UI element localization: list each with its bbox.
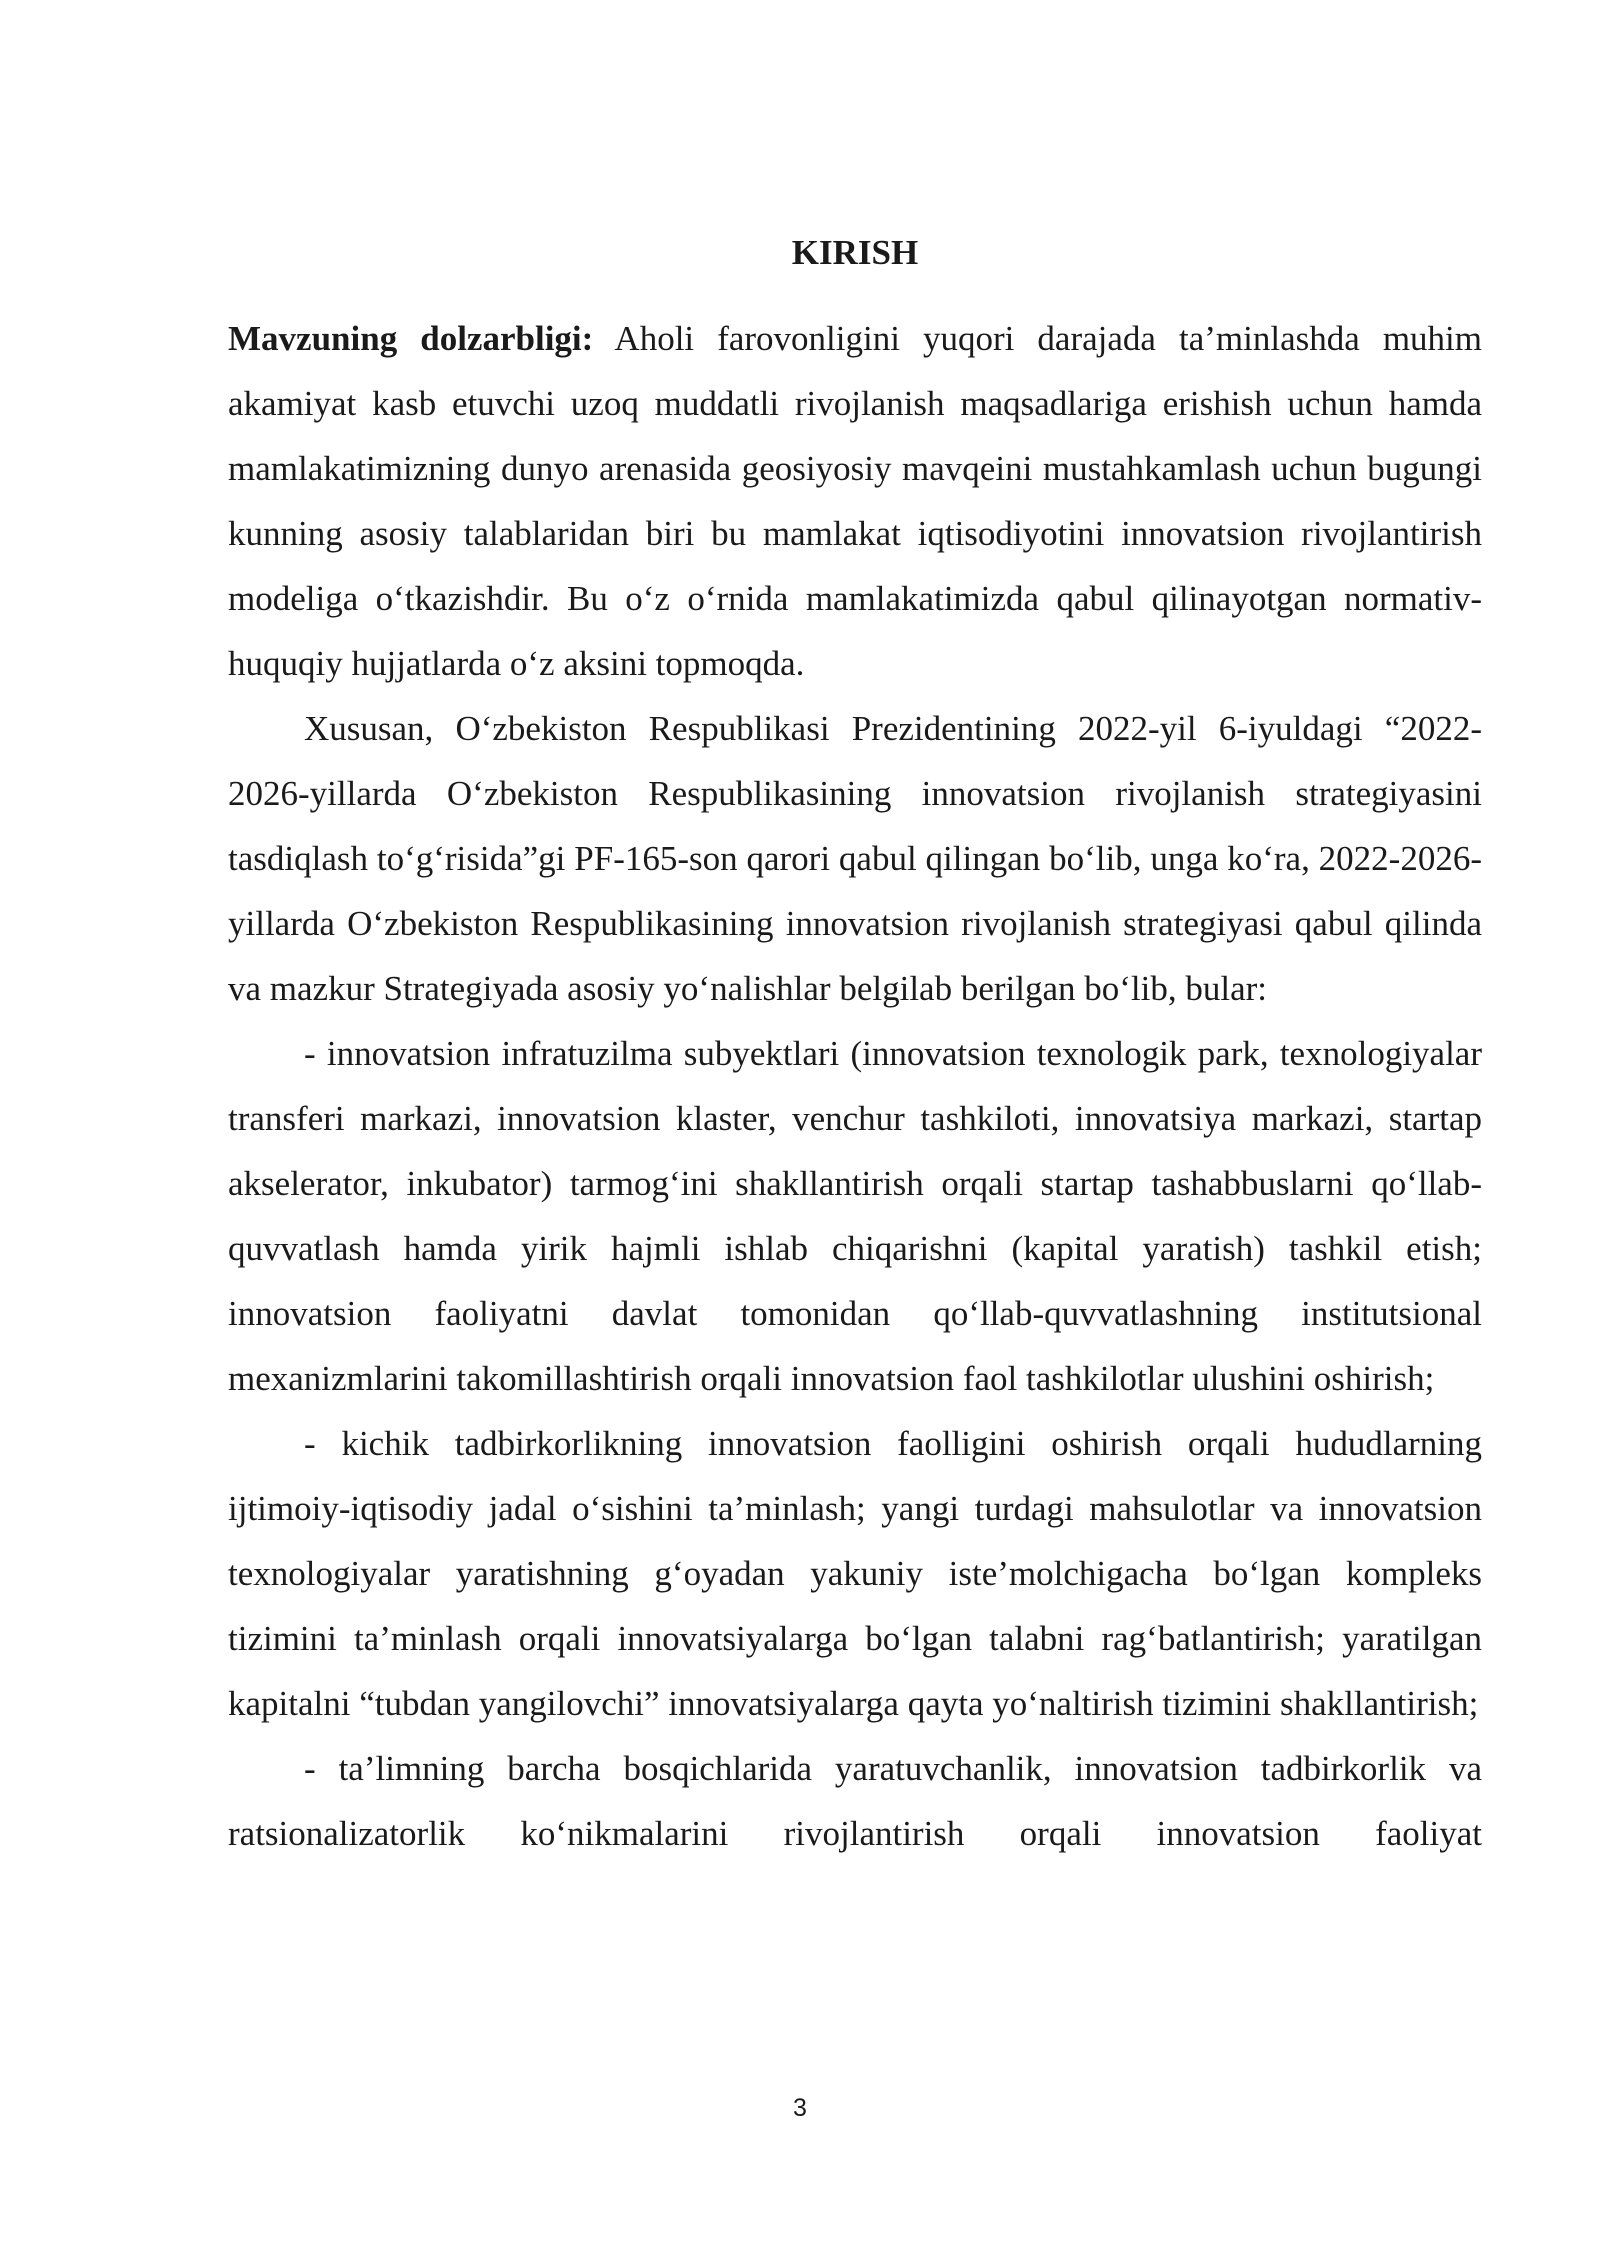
strategy-paragraph: Xususan, Oʻzbekiston Respublikasi Prezidentining 2022-yil 6-iyuldagi “2022-2026-yillarda Oʻzbekiston Respublikasining innovatsion rivojlanish strategiyasini tasdiqlash toʻgʻrisida”gi PF-165-son qarori qabul qilingan boʻlib, unga koʻra, 2022-2026-yillarda Oʻzbekiston Respublikasining innovatsion rivojlanish strategiyasi qabul qilinda va mazkur Strategiyada asosiy yoʻnalishlar belgilab berilgan boʻlib, bular: [228,709,1482,1008]
bullet-item: - kichik tadbirkorlikning innovatsion faolligini oshirish orqali hududlarning ijtimoiy-iqtisodiy jadal oʻsishini ta’minlash; yangi turdagi mahsulotlar va innovatsion texnologiyalar yaratishning gʻoyadan yakuniy iste’molchigacha boʻlgan kompleks tizimini ta’minlash orqali innovatsiyalarga boʻlgan talabni ragʻbatlantirish; yaratilgan kapitalni “tubdan yangilovchi” innovatsiyalarga qayta yoʻnaltirish tizimini shakllantirish; [228,1424,1482,1723]
page-number: 3 [793,2094,807,2122]
bullet-item: - ta’limning barcha bosqichlarida yaratuvchanlik, innovatsion tadbirkorlik va ratsionalizatorlik koʻnikmalarini rivojlantirish orqali innovatsion faoliyat [228,1749,1482,1853]
relevance-lead: Mavzuning dolzarbligi: [228,319,594,358]
relevance-paragraph [228,306,1482,696]
bullet-item: - innovatsion infratuzilma subyektlari (innovatsion texnologik park, texnologiyalar transferi markazi, innovatsion klaster, venchur tashkiloti, innovatsiya markazi, startap akselerator, inkubator) tarmogʻini shakllantirish orqali startap tashabbuslarni qoʻllab-quvvatlash hamda yirik hajmli ishlab chiqarishni (kapital yaratish) tashkil etish; innovatsion faoliyatni davlat tomonidan qoʻllab-quvvatlashning institutsional mexanizmlarini takomillashtirish orqali innovatsion faol tashkilotlar ulushini oshirish; [228,1034,1482,1398]
section-heading: KIRISH [791,233,919,272]
relevance-text: Aholi farovonligini yuqori darajada ta’minlashda muhim akamiyat kasb etuvchi uzoq muddatli rivojlanish maqsadlariga erishish uchun hamda mamlakatimizning dunyo arenasida geosiyosiy mavqeini mustahkamlash uchun bugungi kunning asosiy talablaridan biri bu mamlakat iqtisodiyotini innovatsion rivojlantirish modeliga oʻtkazishdir. Bu oʻz oʻrnida mamlakatimizda qabul qilinayotgan normativ-huquqiy hujjatlarda oʻz aksini topmoqda. [228,319,1482,683]
page-content [228,228,1482,1866]
